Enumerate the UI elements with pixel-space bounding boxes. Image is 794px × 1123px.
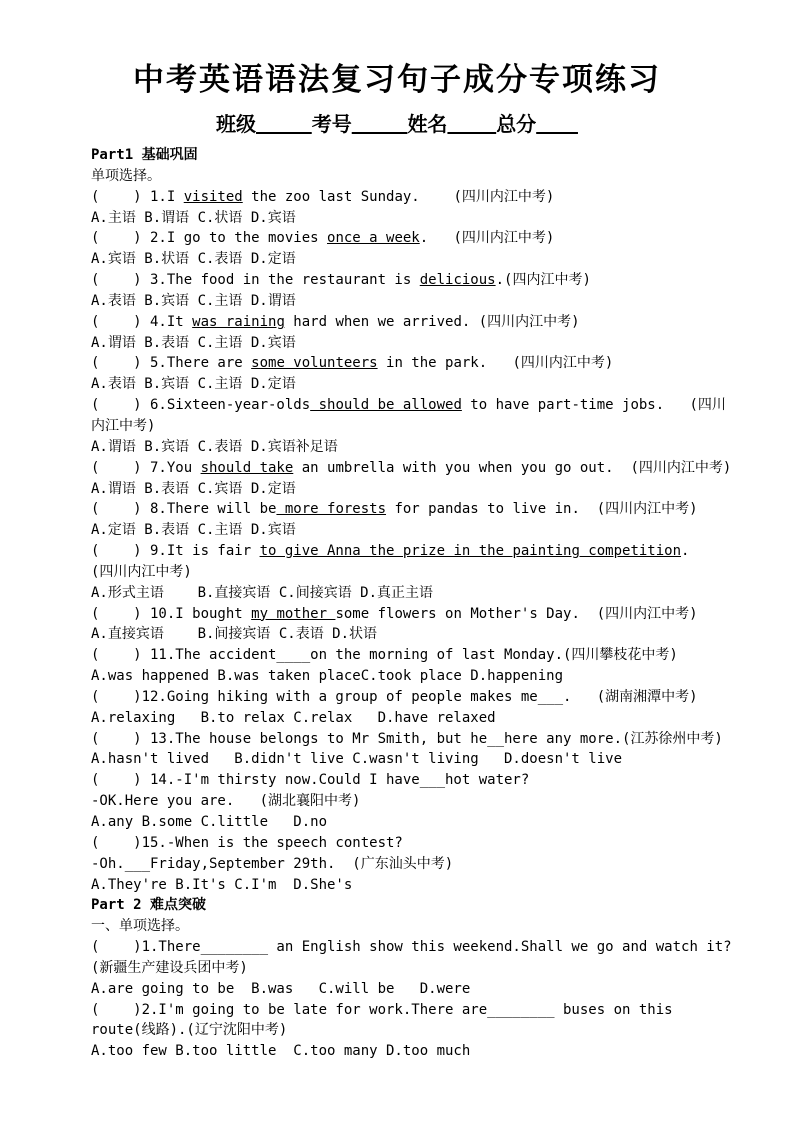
exercise-line xyxy=(61,604,737,625)
exercise-line: A.定语 B.表语 C.主语 D.宾语 xyxy=(91,522,296,539)
exercise-line: ( )15.-When is the speech contest? xyxy=(91,834,403,851)
name-label: 姓名 xyxy=(407,112,448,136)
exercise-line xyxy=(61,228,737,249)
line-segment: to have part-time jobs. (四川内江中考) xyxy=(91,397,726,434)
number-blank[interactable] xyxy=(352,112,408,136)
exercise-line xyxy=(61,187,737,208)
line-segment: ( ) 6.Sixteen-year-olds xyxy=(91,397,311,414)
exercise-line: A.直接宾语 B.间接宾语 C.表语 D.状语 xyxy=(91,626,378,643)
exercise-line xyxy=(61,353,737,374)
exercise-line xyxy=(61,270,737,291)
exercise-line: ( ) 11.The accident____on the morning of last Monday.(四川攀枝花中考) xyxy=(91,647,678,664)
underlined-component: some volunteers xyxy=(251,355,378,372)
exercise-line: A.表语 B.宾语 C.主语 D.谓语 xyxy=(91,292,296,309)
exercise-line: ( )2.I'm going to be late for work.There are________ buses on this route(线路).(辽宁沈阳中考) xyxy=(91,1001,682,1039)
exercise-line: A.any B.some C.little D.no xyxy=(91,814,328,830)
underlined-component: should be allowed xyxy=(310,397,462,414)
line-segment: ( ) 8.There will be xyxy=(91,501,277,518)
underlined-component: was raining xyxy=(192,313,285,330)
exercise-line xyxy=(61,541,737,583)
class-label: 班级 xyxy=(216,112,257,136)
exercise-line: A.谓语 B.表语 C.宾语 D.定语 xyxy=(91,480,296,497)
underlined-component: to give Anna the prize in the painting competition xyxy=(259,543,682,560)
line-segment: ( ) 3.The food in the restaurant is xyxy=(91,272,420,289)
exercise-line xyxy=(61,312,737,333)
line-segment: ( ) 9.It is fair xyxy=(91,543,260,560)
underlined-component: more forests xyxy=(276,501,387,518)
underlined-component: my mother xyxy=(251,605,336,622)
exercise-line: A.表语 B.宾语 C.主语 D.定语 xyxy=(91,376,296,393)
exercise-line: -OK.Here you are. (湖北襄阳中考) xyxy=(91,793,361,810)
line-segment: in the park. (四川内江中考) xyxy=(377,355,614,372)
line-segment: ( ) 1.I xyxy=(91,188,184,205)
exercise-body xyxy=(61,145,737,1062)
page-title: 中考英语语法复习句子成分专项练习 xyxy=(133,62,661,98)
section-heading: Part1 基础巩固 xyxy=(91,147,198,163)
exercise-line xyxy=(61,458,737,479)
exercise-line: ( )12.Going hiking with a group of people makes me___. (湖南湘潭中考) xyxy=(91,688,698,705)
line-segment: ( ) 7.You xyxy=(91,459,201,476)
student-info-line xyxy=(0,110,794,138)
line-segment: ( ) 10.I bought xyxy=(91,605,252,622)
score-label: 总分 xyxy=(496,112,537,136)
exercise-line xyxy=(61,395,737,437)
line-segment: ( ) 4.It xyxy=(91,313,193,330)
line-segment: some flowers on Mother's Day. (四川内江中考) xyxy=(335,605,698,622)
line-segment: for pandas to live in. (四川内江中考) xyxy=(386,501,698,518)
exercise-line: ( ) 13.The house belongs to Mr Smith, but he__here any more.(江苏徐州中考) xyxy=(91,730,723,747)
name-blank[interactable] xyxy=(447,112,496,136)
exercise-line: 单项选择。 xyxy=(91,167,161,184)
exercise-line: -Oh.___Friday,September 29th. (广东汕头中考) xyxy=(91,855,454,872)
section-heading: Part 2 难点突破 xyxy=(91,897,207,914)
exercise-line: A.was happened B.was taken placeC.took place D.happening xyxy=(91,668,564,685)
exercise-line: A.主语 B.谓语 C.状语 D.宾语 xyxy=(91,209,296,226)
line-segment: ( ) 2.I go to the movies xyxy=(91,230,328,247)
exercise-line: ( )1.There________ an English show this weekend.Shall we go and watch it? xyxy=(91,939,732,956)
exercise-line xyxy=(61,499,737,520)
number-label: 考号 xyxy=(311,112,352,136)
line-segment: ( ) 5.There are xyxy=(91,355,252,372)
exercise-line: A.形式主语 B.直接宾语 C.间接宾语 D.真正主语 xyxy=(91,584,434,601)
exercise-line: ( ) 14.-I'm thirsty now.Could I have___hot water? xyxy=(91,772,530,789)
exercise-line: A.宾语 B.状语 C.表语 D.定语 xyxy=(91,251,296,268)
line-segment: hard when we arrived. (四川内江中考) xyxy=(284,313,580,330)
line-segment: the zoo last Sunday. (四川内江中考) xyxy=(242,188,555,205)
line-segment: an umbrella with you when you go out. (四川内江中考) xyxy=(293,459,732,476)
exercise-line: (新疆生产建设兵团中考) xyxy=(91,959,248,976)
underlined-component: once a week xyxy=(327,230,420,247)
exercise-line: A.too few B.too little C.too many D.too much xyxy=(91,1043,471,1060)
underlined-component: should take xyxy=(200,459,294,476)
exercise-line: A.谓语 B.表语 C.主语 D.宾语 xyxy=(91,334,296,351)
line-segment: . (四川内江中考) xyxy=(419,230,555,247)
exercise-line: A.hasn't lived B.didn't live C.wasn't living D.doesn't live xyxy=(91,751,623,768)
exercise-line: A.are going to be B.was C.will be D.were xyxy=(91,980,471,997)
line-segment: . (四川内江中考) xyxy=(91,543,715,580)
exercise-line: A.谓语 B.宾语 C.表语 D.宾语补足语 xyxy=(91,438,338,455)
exercise-line: A.They're B.It's C.I'm D.She's xyxy=(91,876,353,893)
exercise-line: 一、单项选择。 xyxy=(91,918,189,935)
class-blank[interactable] xyxy=(256,112,312,136)
exercise-line: A.relaxing B.to relax C.relax D.have relaxed xyxy=(91,709,496,726)
score-blank[interactable] xyxy=(536,112,578,136)
underlined-component: delicious xyxy=(419,272,496,289)
line-segment: .(四内江中考) xyxy=(495,272,591,289)
underlined-component: visited xyxy=(183,188,243,205)
